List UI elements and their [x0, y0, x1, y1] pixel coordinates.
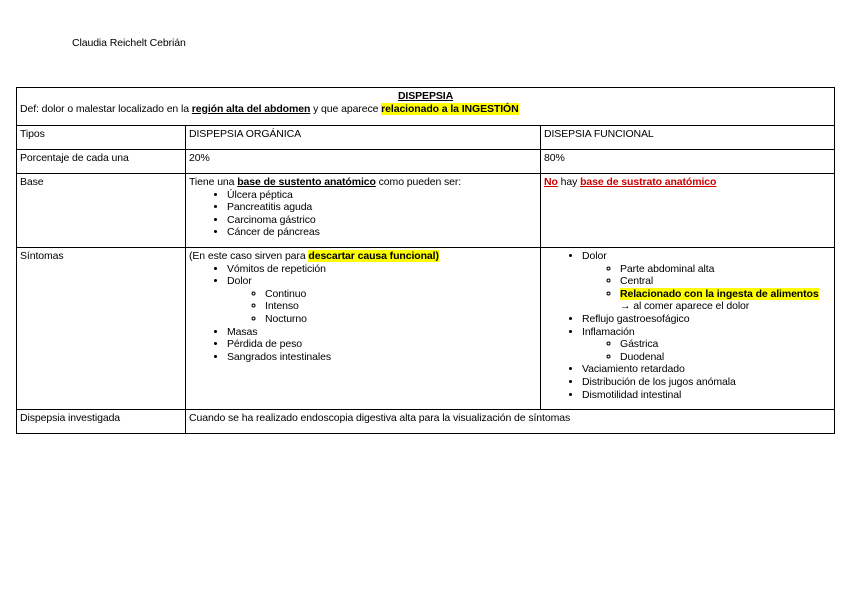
cell-porcentaje-organica: 20%	[186, 150, 541, 174]
sintomas-organica-prefix: (En este caso sirven para	[189, 250, 309, 262]
list-item-label: Dolor	[227, 275, 252, 288]
sublist-item: ◦ Nocturno	[265, 313, 537, 326]
list-item: • Distribución de los jugos anómala	[582, 376, 831, 389]
base-funcional-no: No	[544, 176, 558, 188]
sublist-item: ◦ Intenso	[265, 300, 537, 313]
list-item: • Cáncer de páncreas	[227, 226, 537, 239]
base-organica-bold: base de sustento anatómico	[237, 176, 376, 188]
row-base	[17, 174, 835, 248]
base-funcional-bold: base de sustrato anatómico	[580, 176, 717, 188]
row-label-base: Base	[17, 174, 186, 248]
base-funcional-middle: hay	[557, 176, 581, 188]
definition-bold: región alta del abdomen	[191, 102, 311, 115]
list-item	[582, 326, 831, 364]
list-item	[582, 250, 831, 313]
sublist-item: ◦ Continuo	[265, 288, 537, 301]
sublist-item	[620, 288, 831, 313]
sintomas-organica-intro	[189, 250, 537, 263]
list-item: • Reflujo gastroesofágico	[582, 313, 831, 326]
cell-sintomas-funcional	[541, 248, 835, 410]
list-item: • Carcinoma gástrico	[227, 214, 537, 227]
row-investigada	[17, 410, 835, 434]
sintomas-organica-highlight: descartar causa funcional)	[308, 250, 439, 262]
base-organica-intro	[189, 176, 537, 189]
sintomas-organica-list	[189, 263, 537, 364]
list-item-label: Inflamación	[582, 325, 635, 338]
base-organica-list	[189, 189, 537, 239]
list-item: • Vómitos de repetición	[227, 263, 537, 276]
list-item: • Sangrados intestinales	[227, 351, 537, 364]
row-label-sintomas: Síntomas	[17, 248, 186, 410]
sublist-item: ◦ Gástrica	[620, 338, 831, 351]
definition-highlight: relacionado a la INGESTIÓN	[381, 102, 519, 115]
row-porcentaje	[17, 150, 835, 174]
title-row	[17, 88, 835, 126]
definition-prefix: Def: dolor o malestar localizado en la	[20, 102, 192, 115]
list-item: • Pérdida de peso	[227, 338, 537, 351]
table-title: DISPEPSIA	[397, 90, 454, 102]
dolor-funcional-sublist	[582, 263, 831, 313]
cell-base-organica	[186, 174, 541, 248]
cell-base-funcional	[541, 174, 835, 248]
definition	[20, 103, 831, 116]
base-organica-suffix: como pueden ser:	[375, 176, 462, 188]
row-label-investigada: Dispepsia investigada	[17, 410, 186, 434]
row-tipos	[17, 126, 835, 150]
author-name: Claudia Reichelt Cebrián	[72, 37, 186, 49]
list-item: • Masas	[227, 326, 537, 339]
title-cell	[17, 88, 835, 126]
inflamacion-sublist	[582, 338, 831, 363]
dolor-funcional-tail: → al comer aparece el dolor	[620, 300, 750, 313]
definition-middle: y que aparece	[310, 102, 382, 115]
cell-tipos-funcional: DISEPSIA FUNCIONAL	[541, 126, 835, 150]
dolor-funcional-highlight: Relacionado con la ingesta de alimentos	[620, 287, 819, 300]
row-label-porcentaje: Porcentaje de cada una	[17, 150, 186, 174]
row-sintomas	[17, 248, 835, 410]
sublist-item: ◦ Central	[620, 275, 831, 288]
list-item: • Pancreatitis aguda	[227, 201, 537, 214]
cell-investigada: Cuando se ha realizado endoscopia digestiva alta para la visualización de síntomas	[186, 410, 835, 434]
list-item	[227, 275, 537, 325]
base-organica-prefix: Tiene una	[189, 176, 238, 188]
sublist-item: ◦ Parte abdominal alta	[620, 263, 831, 276]
cell-porcentaje-funcional: 80%	[541, 150, 835, 174]
sintomas-funcional-list	[544, 250, 831, 401]
list-item: • Dismotilidad intestinal	[582, 389, 831, 402]
list-item-label: Dolor	[582, 250, 607, 262]
cell-sintomas-organica	[186, 248, 541, 410]
dolor-sublist	[227, 288, 537, 326]
dispepsia-table	[16, 87, 835, 434]
sublist-item: ◦ Duodenal	[620, 351, 831, 364]
row-label-tipos: Tipos	[17, 126, 186, 150]
cell-tipos-organica: DISPEPSIA ORGÁNICA	[186, 126, 541, 150]
list-item: • Úlcera péptica	[227, 189, 537, 202]
list-item: • Vaciamiento retardado	[582, 363, 831, 376]
